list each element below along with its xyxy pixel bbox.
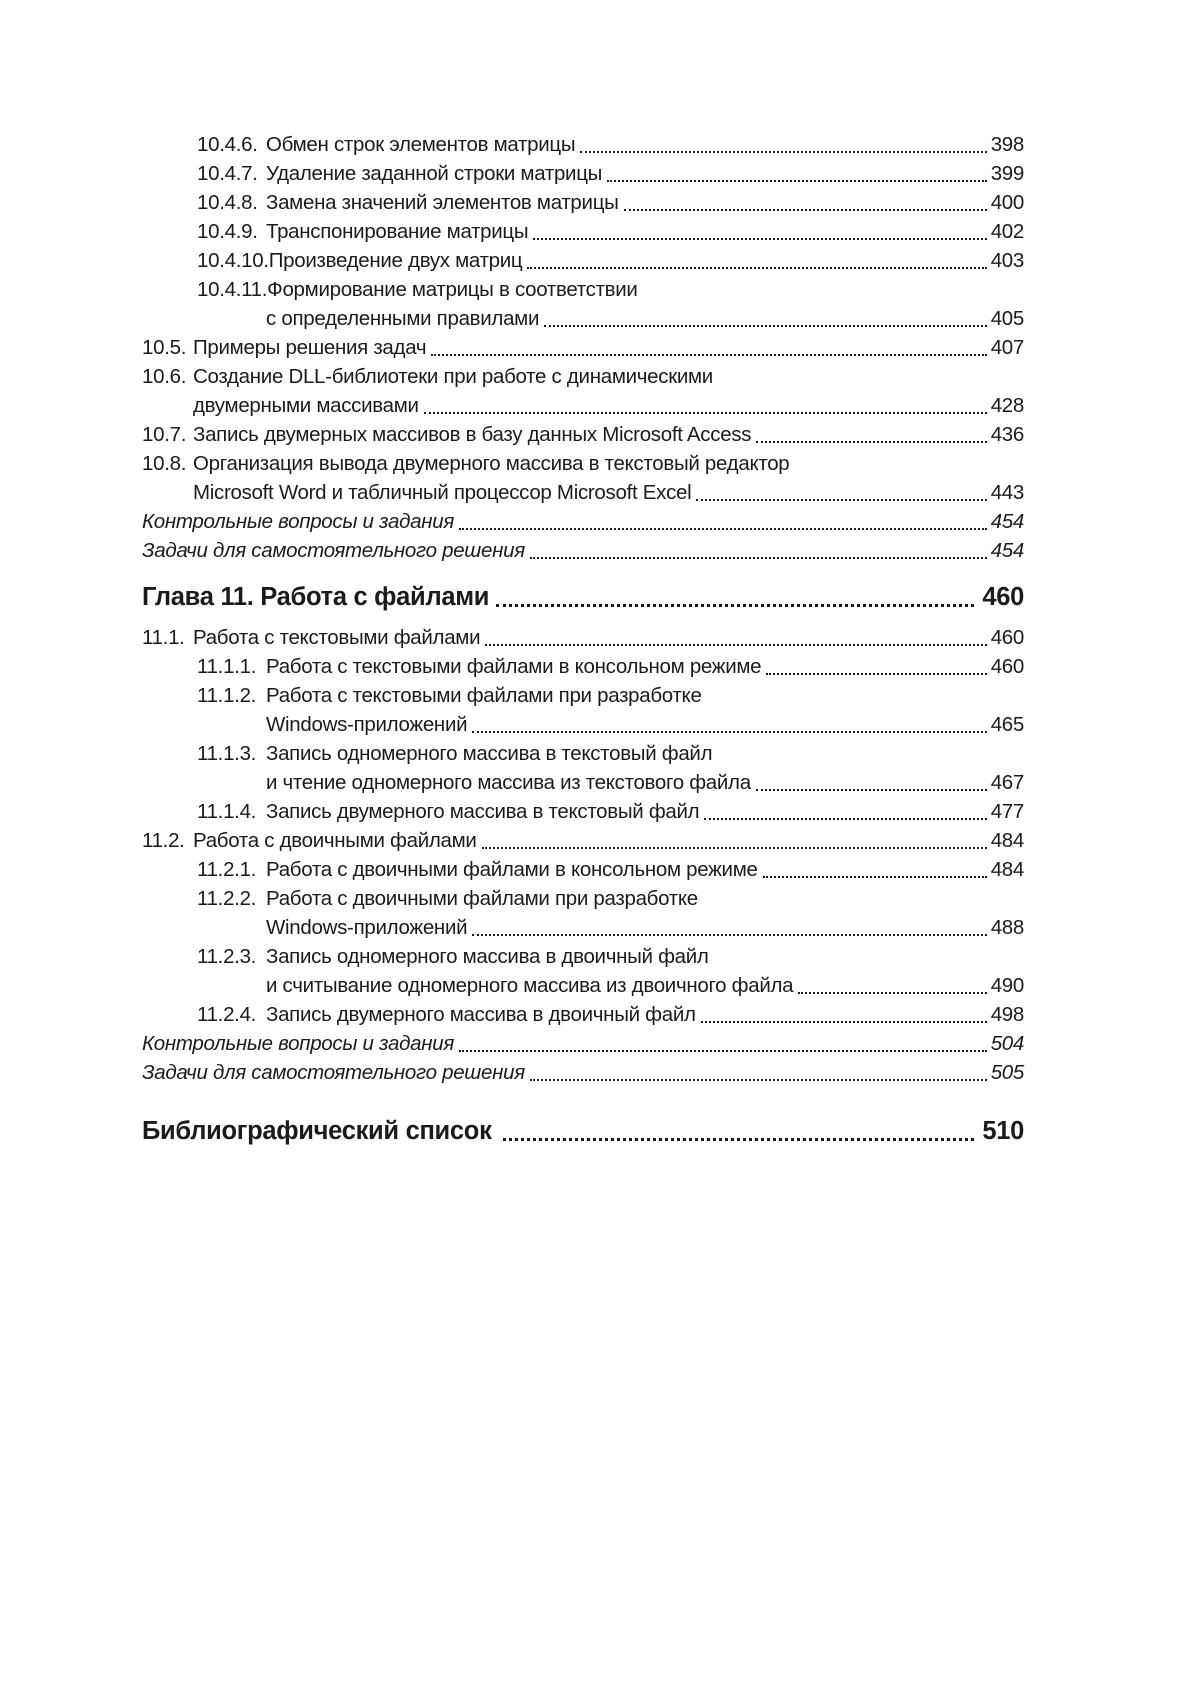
toc-entry-page: 398 [990, 133, 1024, 156]
toc-entry-title: Задачи для самостоятельного решения [142, 1061, 525, 1084]
dot-leader [467, 710, 990, 739]
toc-entry-page: 484 [990, 829, 1024, 852]
toc-entry-title: Запись двумерного массива в текстовый файл [266, 800, 700, 823]
toc-entry-page: 498 [990, 1003, 1024, 1026]
dot-leader [525, 536, 991, 565]
toc-row [142, 275, 1024, 304]
dot-leader [454, 507, 991, 536]
toc-entry-page: 400 [990, 191, 1024, 214]
toc-entry-page: 484 [990, 858, 1024, 881]
toc-row [142, 826, 1024, 855]
dot-leader [751, 420, 990, 449]
toc-entry-title: Запись одномерного массива в текстовый файл [266, 742, 713, 765]
toc-entry-page: 405 [990, 307, 1024, 330]
toc-row [142, 246, 1024, 275]
dot-leader [426, 333, 990, 362]
dot-leader [454, 1029, 991, 1058]
toc-row [142, 420, 1024, 449]
toc-row [142, 768, 1024, 797]
dot-leader [793, 971, 990, 1000]
dot-leader [619, 188, 991, 217]
toc-entry-title: Обмен строк элементов матрицы [266, 133, 576, 156]
toc-entry-number: 11.2.3. [197, 945, 257, 968]
toc-entry-title: Организация вывода двумерного массива в текстовый редактор [193, 452, 790, 475]
toc-entry-number: 11.2.1. [197, 858, 257, 881]
toc-row [142, 884, 1024, 913]
toc-entry-page: 403 [990, 249, 1024, 272]
toc-entry-page: 402 [990, 220, 1024, 243]
dot-leader [528, 217, 990, 246]
toc-row [142, 1029, 1024, 1058]
dot-leader [477, 826, 991, 855]
dot-leader [699, 797, 990, 826]
toc-row [142, 478, 1024, 507]
dot-leader [522, 246, 990, 275]
toc-entry-page: 488 [990, 916, 1024, 939]
toc-entry-number: 10.6. [142, 365, 187, 388]
toc-row [142, 333, 1024, 362]
toc-row [142, 449, 1024, 478]
toc-entry-number: 11.1.2. [197, 684, 257, 707]
toc-row [142, 855, 1024, 884]
toc-entry-page: 465 [990, 713, 1024, 736]
toc-entry-page: 443 [990, 481, 1024, 504]
dot-leader [496, 1113, 983, 1149]
toc-row [142, 159, 1024, 188]
toc-entry-title: двумерными массивами [193, 394, 419, 417]
toc-entry-title: Задачи для самостоятельного решения [142, 539, 525, 562]
dot-leader [539, 304, 991, 333]
toc-entry-number: 11.2.4. [197, 1003, 257, 1026]
toc-entry-number: 10.5. [142, 336, 187, 359]
toc-entry-number: 11.1.4. [197, 800, 257, 823]
toc-entry-number: 10.7. [142, 423, 187, 446]
toc-entry-number: 10.4.6. [197, 133, 258, 156]
toc-row [142, 1000, 1024, 1029]
toc-entry-number: 11.2.2. [197, 887, 257, 910]
toc-row [142, 217, 1024, 246]
dot-leader [696, 1000, 991, 1029]
dot-leader [758, 855, 991, 884]
toc-entry-number: 11.1. [142, 626, 185, 649]
dot-leader [489, 579, 982, 615]
toc-row [142, 1058, 1024, 1087]
toc-row [142, 971, 1024, 1000]
toc-entry-title: Работа с двоичными файлами [193, 829, 477, 852]
dot-leader [467, 913, 990, 942]
toc-entry-title: Работа с двоичными файлами при разработке [266, 887, 698, 910]
dot-leader [480, 623, 990, 652]
toc-entry-title: Глава 11. Работа с файлами [142, 583, 490, 611]
toc-entry-title: Удаление заданной строки матрицы [266, 162, 603, 185]
toc-row [142, 188, 1024, 217]
toc-row [142, 362, 1024, 391]
toc-entry-number: 11.2. [142, 829, 185, 852]
chapter-heading-row [142, 579, 1024, 615]
toc-entry-page: 460 [990, 626, 1024, 649]
toc-entry-title: и чтение одномерного массива из текстового файла [266, 771, 751, 794]
dot-leader [691, 478, 990, 507]
toc-entry-number: 10.4.10. [197, 249, 269, 272]
toc-entry-title: Замена значений элементов матрицы [266, 191, 619, 214]
toc-entry-number: 10.4.9. [197, 220, 258, 243]
toc-entry-page: 505 [990, 1061, 1024, 1084]
toc-entry-title: Транспонирование матрицы [266, 220, 529, 243]
toc-entry-title: Запись двумерного массива в двоичный файл [266, 1003, 696, 1026]
toc-entry-page: 504 [990, 1032, 1024, 1055]
toc-entry-title: Windows-приложений [266, 713, 468, 736]
toc-row [142, 391, 1024, 420]
toc-row [142, 304, 1024, 333]
toc-entry-title: Создание DLL-библиотеки при работе с динамическими [193, 365, 713, 388]
toc-entry-page: 477 [990, 800, 1024, 823]
table-of-contents [142, 130, 1024, 1149]
toc-row [142, 942, 1024, 971]
toc-entry-title: Windows-приложений [266, 916, 468, 939]
toc-row [142, 913, 1024, 942]
toc-row [142, 507, 1024, 536]
toc-entry-title: Работа с текстовыми файлами в консольном режиме [266, 655, 762, 678]
toc-entry-number: 10.4.8. [197, 191, 258, 214]
toc-entry-title: Работа с текстовыми файлами [193, 626, 481, 649]
toc-entry-page: 460 [982, 583, 1024, 611]
dot-leader [751, 768, 991, 797]
toc-entry-title: и считывание одномерного массива из двоичного файла [266, 974, 794, 997]
toc-row [142, 652, 1024, 681]
dot-leader [761, 652, 990, 681]
dot-leader [419, 391, 991, 420]
toc-row [142, 739, 1024, 768]
toc-entry-number: 10.4.7. [197, 162, 258, 185]
toc-row [142, 536, 1024, 565]
toc-entry-page: 399 [990, 162, 1024, 185]
toc-entry-page: 436 [990, 423, 1024, 446]
toc-entry-number: 11.1.1. [197, 655, 257, 678]
toc-entry-number: 10.8. [142, 452, 187, 475]
toc-row [142, 797, 1024, 826]
toc-entry-page: 460 [990, 655, 1024, 678]
toc-entry-title: Библиографический список [142, 1117, 492, 1145]
toc-entry-title: Работа с двоичными файлами в консольном режиме [266, 858, 758, 881]
toc-row [142, 681, 1024, 710]
bibliography-row [142, 1113, 1024, 1149]
toc-row [142, 710, 1024, 739]
toc-entry-title: Произведение двух матриц [268, 249, 523, 272]
toc-row [142, 130, 1024, 159]
dot-leader [602, 159, 991, 188]
toc-entry-title: с определенными правилами [266, 307, 540, 330]
toc-entry-page: 510 [982, 1117, 1024, 1145]
toc-entry-number: 10.4.11. [197, 278, 268, 301]
toc-entry-title: Примеры решения задач [193, 336, 427, 359]
toc-entry-page: 454 [990, 510, 1024, 533]
toc-entry-title: Формирование матрицы в соответствии [267, 278, 638, 301]
toc-entry-title: Контрольные вопросы и задания [142, 510, 454, 533]
toc-entry-title: Контрольные вопросы и задания [142, 1032, 454, 1055]
toc-entry-title: Работа с текстовыми файлами при разработке [266, 684, 702, 707]
dot-leader [525, 1058, 991, 1087]
toc-entry-title: Запись двумерных массивов в базу данных Microsoft Access [193, 423, 752, 446]
toc-entry-page: 467 [990, 771, 1024, 794]
toc-row [142, 623, 1024, 652]
toc-entry-page: 454 [990, 539, 1024, 562]
dot-leader [575, 130, 990, 159]
toc-entry-page: 428 [990, 394, 1024, 417]
toc-entry-title: Запись одномерного массива в двоичный файл [266, 945, 709, 968]
toc-entry-page: 407 [990, 336, 1024, 359]
toc-entry-number: 11.1.3. [197, 742, 257, 765]
toc-entry-page: 490 [990, 974, 1024, 997]
toc-entry-title: Microsoft Word и табличный процессор Microsoft Excel [193, 481, 692, 504]
